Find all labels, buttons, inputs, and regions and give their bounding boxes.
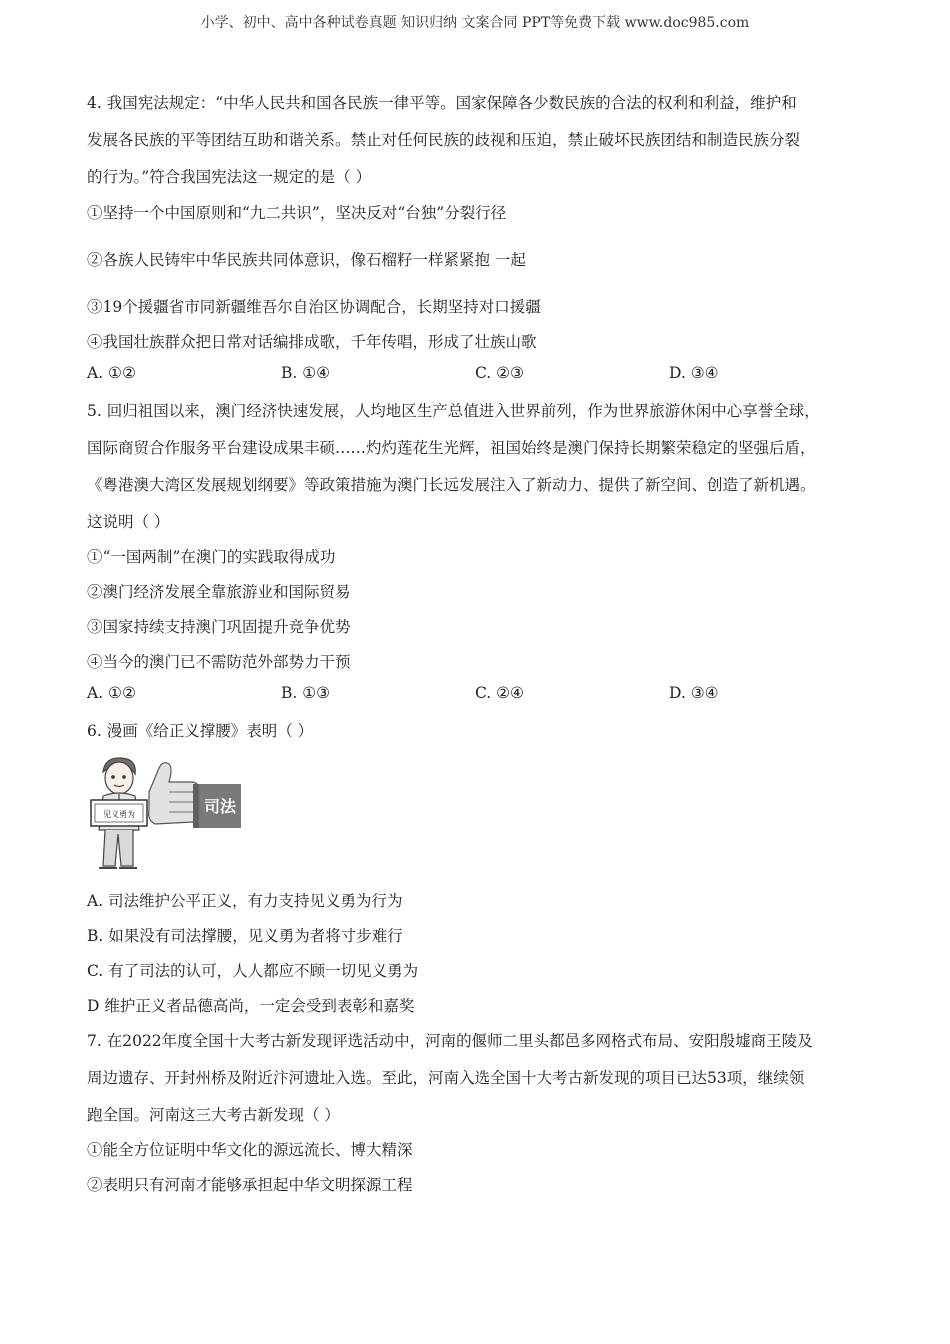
q5-item-2: ②澳门经济发展全靠旅游业和国际贸易 [87,583,351,601]
q6-option-d: D 维护正义者品德高尚，一定会受到表彰和嘉奖 [87,997,415,1015]
q6-option-a: A. 司法维护公平正义，有力支持见义勇为行为 [87,892,403,910]
thumbs-up-hand [149,763,200,824]
comic-sleeve-text: 司法 [203,797,237,816]
q6-stem: 6. 漫画《给正义撑腰》表明（ ） [87,722,314,740]
q4-item-3: ③19个援疆省市同新疆维吾尔自治区协调配合，长期坚持对口援疆 [87,298,541,316]
q5-item-4: ④当今的澳门已不需防范外部势力干预 [87,653,351,671]
q6-option-c: C. 有了司法的认可，人人都应不顾一切见义勇为 [87,962,419,980]
q6-option-b: B. 如果没有司法撑腰，见义勇为者将寸步难行 [87,927,403,945]
q7-item-1: ①能全方位证明中华文化的源远流长、博大精深 [87,1141,413,1159]
q5-stem-line-1: 5. 回归祖国以来，澳门经济快速发展，人均地区生产总值进入世界前列，作为世界旅游休闲中心享誉全球， [87,402,820,420]
q4-option-d: D. ③④ [669,364,719,382]
q5-stem-line-4: 这说明（ ） [87,513,170,531]
q5-option-b: B. ①③ [281,684,331,702]
q5-option-d: D. ③④ [669,684,719,702]
q7-item-2: ②表明只有河南才能够承担起中华文明探源工程 [87,1176,413,1194]
sleeve [193,784,241,828]
q7-stem-line-3: 跑全国。河南这三大考古新发现（ ） [87,1106,340,1124]
comic-sign-text: 见义勇为 [103,810,135,819]
q5-option-c: C. ②④ [475,684,524,702]
q5-stem-line-3: 《粤港澳大湾区发展规划纲要》等政策措施为澳门长远发展注入了新动力、提供了新空间、创造了新机遇。 [87,476,816,494]
q4-option-c: C. ②③ [475,364,524,382]
q5-item-3: ③国家持续支持澳门巩固提升竞争优势 [87,618,351,636]
q7-stem-line-1: 7. 在2022年度全国十大考古新发现评选活动中，河南的偃师二里头都邑多网格式布局、安阳殷墟商王陵及 [87,1032,813,1050]
q4-item-4: ④我国壮族群众把日常对话编排成歌，千年传唱，形成了壮族山歌 [87,333,537,351]
sign-board [91,800,147,826]
q7-stem-line-2: 周边遗存、开封州桥及附近汴河遗址入选。至此，河南入选全国十大考古新发现的项目已达53项，继续领 [87,1069,805,1087]
q4-stem-line-3: 的行为。”符合我国宪法这一规定的是（ ） [87,168,372,186]
q4-stem-line-2: 发展各民族的平等团结互助和谐关系。禁止对任何民族的歧视和压迫，禁止破坏民族团结和制造民族分裂 [87,131,801,149]
q4-option-a: A. ①② [87,364,136,382]
q4-stem-line-1: 4. 我国宪法规定：“中华人民共和国各民族一律平等。国家保障各少数民族的合法的权利和利益，维护和 [87,94,797,112]
page-header: 小学、初中、高中各种试卷真题 知识归纳 文案合同 PPT等免费下载 www.doc985.com [200,15,750,31]
q5-item-1: ①“一国两制”在澳门的实践取得成功 [87,548,336,566]
q5-stem-line-2: 国际商贸合作服务平台建设成果丰硕……灼灼莲花生光辉，祖国始终是澳门保持长期繁荣稳定的坚强后盾， [87,439,816,457]
q5-option-a: A. ①② [87,684,136,702]
q4-item-2: ②各族人民铸牢中华民族共同体意识，像石榴籽一样紧紧抱 一起 [87,251,526,269]
comic-illustration [89,754,241,874]
q4-item-1: ①坚持一个中国原则和“九二共识”，坚决反对“台独”分裂行径 [87,204,507,222]
q4-option-b: B. ①④ [281,364,331,382]
